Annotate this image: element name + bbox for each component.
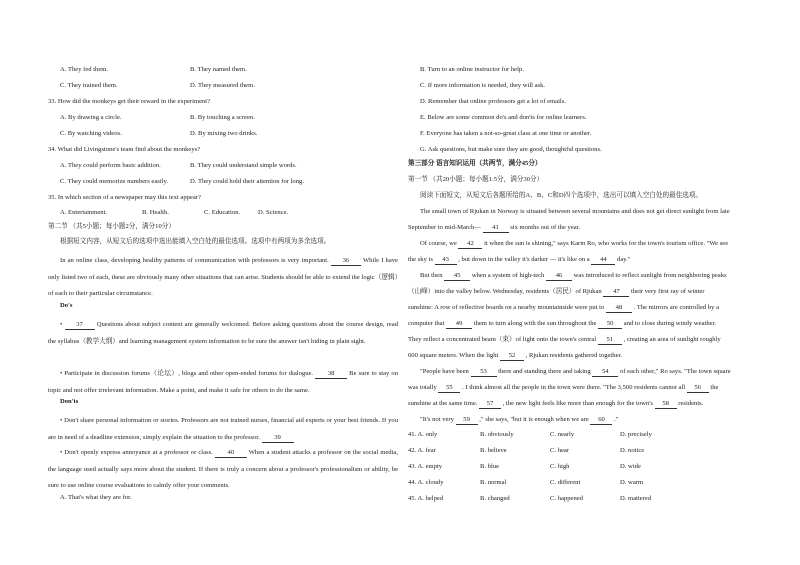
cloze-text: ," she says, "but it is enough when we are	[479, 416, 589, 423]
option-c: C. If more information is needed, they will ask.	[420, 82, 546, 89]
cloze-text: them to turn along with the sun throughout the	[473, 320, 597, 327]
passage-intro	[48, 253, 398, 303]
choice-44-a: 44. A. cloudy	[408, 479, 444, 486]
choice-44-d: D. warm	[620, 479, 644, 486]
q32-option-c: C. They trained them.	[60, 82, 118, 89]
choice-44-b: B. normal	[480, 479, 507, 486]
choice-43-a: 43. A. empty	[408, 463, 443, 470]
intro-text-cont: While I have only listed two of each, these are obviously many other situations that can arise. Students should be able to extend the logic（逻辑）of each to their particular circumstance.	[48, 257, 398, 297]
blank-41: 41	[483, 224, 509, 233]
cloze-text: sunshine at the same time.	[408, 400, 478, 407]
cloze-text: it when the sun is shining," says Karin Ro, who works for the town's tourism office. "We see	[484, 240, 729, 247]
cloze-text: （山峰）into the valley below. Wednesday, residents（居民）of Rjukan	[408, 288, 602, 295]
blank-52: 52	[500, 352, 524, 361]
option-d: D. Remember that online professors get a lot of emails.	[420, 98, 566, 105]
dos-item-2-text: • Participate in discussion forums（论坛）, blogs and other open-ended forums for dialogue.	[60, 370, 314, 377]
blank-45: 45	[444, 272, 470, 281]
bullet: •	[60, 321, 63, 328]
blank-44: 44	[591, 256, 615, 265]
blank-49: 49	[446, 320, 472, 329]
choice-41-c: C. nearly	[550, 431, 575, 438]
blank-57: 57	[479, 400, 501, 409]
blank-53: 53	[471, 368, 497, 377]
dos-item-1	[48, 317, 398, 350]
option-a: A. That's what they are for.	[60, 494, 132, 501]
choice-45-a: 45. A. helped	[408, 495, 444, 502]
cloze-text: "People have been	[420, 368, 469, 375]
blank-36: 36	[331, 257, 361, 266]
blank-58: 58	[655, 400, 677, 409]
cloze-text: of each other," Ro says. "The town square	[619, 368, 731, 375]
blank-47: 47	[603, 288, 629, 297]
cloze-text: was introduced to reflect sunlight from neighboring peaks	[573, 272, 727, 279]
choice-43-b: B. blue	[480, 463, 500, 470]
blank-43: 43	[435, 256, 457, 265]
section-1-title: 第一节 （共20小题；每小题1.5分，满分30分）	[408, 176, 544, 183]
cloze-text: But then	[420, 272, 443, 279]
q35-option-d: D. Science.	[258, 209, 289, 216]
choice-42-c: C. hear	[550, 447, 570, 454]
part-3-title: 第三部分 语言知识运用（共两节，满分45分）	[408, 160, 542, 167]
cloze-line-5	[420, 271, 727, 281]
choice-43-c: C. high	[550, 463, 570, 470]
choice-45-d: D. mattered	[620, 495, 652, 502]
blank-39: 39	[262, 434, 294, 443]
choice-45-b: B. changed	[480, 495, 510, 502]
blank-40: 40	[215, 449, 247, 458]
blank-50: 50	[598, 320, 622, 329]
cloze-text: there and standing there and taking	[498, 368, 591, 375]
cloze-text: , but down in the valley it's darker — it's like on a	[458, 256, 590, 263]
cloze-text: was totally	[408, 384, 437, 391]
cloze-line-2	[408, 223, 580, 233]
choice-41-d: D. precisely	[620, 431, 652, 438]
cloze-line-12	[408, 383, 718, 393]
choice-45-c: C. happened	[550, 495, 583, 502]
cloze-line-13	[408, 399, 703, 409]
cloze-line-4	[408, 255, 630, 265]
q32-option-a: A. They fed them.	[60, 66, 109, 73]
q34-stem: 34. What did Livingstone's team find about the monkeys?	[48, 146, 201, 153]
q34-option-d: D. They could hold their attention for long.	[190, 178, 304, 185]
blank-59: 59	[456, 416, 478, 425]
donts-heading: Don'ts	[60, 398, 79, 405]
cloze-line-9	[408, 335, 721, 345]
blank-37: 37	[65, 321, 95, 330]
cloze-text: . I think almost all the people in the town were there. "The 3,500 residents cannot all	[462, 384, 686, 391]
cloze-line-6	[408, 287, 704, 297]
cloze-line-14	[420, 415, 618, 425]
blank-54: 54	[592, 368, 618, 377]
blank-55: 55	[438, 384, 460, 393]
cloze-text: , creating an area of sunlight roughly	[623, 336, 721, 343]
q34-option-a: A. They could perform basic addition.	[60, 162, 161, 169]
dos-item-2-text-cont: Be sure to stay on topic and not offer irrelevant information. Make a point, and make it safe for others to do the same.	[48, 370, 398, 394]
q33-stem: 33. How did the monkeys get their reward in the experiment?	[48, 98, 211, 105]
choice-41-a: 41. A. only	[408, 431, 438, 438]
q32-option-b: B. They named them.	[190, 66, 247, 73]
blank-51: 51	[598, 336, 622, 345]
cloze-text: September to mid-March—	[408, 224, 481, 231]
donts-item-2	[48, 445, 398, 495]
q33-option-b: B. By touching a screen.	[190, 114, 255, 121]
q34-option-b: B. They could understand simple words.	[190, 162, 297, 169]
q35-option-a: A. Entertainment.	[60, 209, 108, 216]
blank-42: 42	[458, 240, 482, 249]
option-e: E. Below are some common do's and don'ts for online learners.	[420, 114, 587, 121]
blank-46: 46	[546, 272, 572, 281]
cloze-line-7	[408, 303, 719, 313]
cloze-line-10	[408, 351, 622, 361]
cloze-text: , the new light feels like more than enough for the town's	[502, 400, 653, 407]
cloze-text: . The mirrors are controlled by a	[633, 304, 719, 311]
section-2-instructions: 根据短文内容，从短文后的选项中选出能填入空白处的最佳选项。选项中有两项为多余选项。	[60, 238, 331, 245]
dos-item-2	[48, 366, 398, 399]
q33-option-c: C. By watching videos.	[60, 130, 122, 137]
cloze-text: their very first ray of winter	[631, 288, 705, 295]
dos-heading: Do's	[60, 302, 73, 309]
blank-48: 48	[606, 304, 632, 313]
cloze-text: the	[710, 384, 719, 391]
blank-60: 60	[590, 416, 612, 425]
cloze-text: 600 square meters. When the light	[408, 352, 499, 359]
choice-43-d: D. wide	[620, 463, 641, 470]
donts-item-2-text-cont: When a student attacks a professor on the social media, the language used actually says more about the student. If there is truly a concern about a professor's professionalism or ability, be sure to use online course evaluations to calmly offer your comments.	[48, 449, 398, 489]
intro-text: In an online class, developing healthy patterns of communication with professors is very important.	[60, 257, 329, 264]
cloze-line-1: The small town of Rjukan in Norway is situated between several mountains and does not get direct sunlight from late	[420, 208, 730, 215]
option-b: B. Turn to an online instructor for help.	[420, 66, 524, 73]
donts-item-1-text: • Don't share personal information or stories. Professors are not trained nurses, financial aid experts or your best friends. If you are in need of a deadline extension, simply explain the situation to the professor.	[48, 417, 398, 441]
cloze-text: Of course, we	[420, 240, 457, 247]
option-g: G. Ask questions, but make sure they are good, thoughtful questions.	[420, 146, 602, 153]
choice-42-a: 42. A. fear	[408, 447, 436, 454]
cloze-text: sunshine: A row of reflective boards on a nearby mountainside were put to	[408, 304, 605, 311]
donts-item-2-text: • Don't openly express annoyance at a professor or class.	[60, 449, 213, 456]
q35-option-c: C. Education.	[204, 209, 241, 216]
donts-item-1	[48, 413, 398, 446]
cloze-text: computer that	[408, 320, 445, 327]
choice-44-c: C. different	[550, 479, 581, 486]
q32-option-d: D. They measured them.	[190, 82, 255, 89]
q33-option-d: D. By mixing two drinks.	[190, 130, 258, 137]
option-f: F. Everyone has taken a not-so-great class at one time or another.	[420, 130, 592, 137]
cloze-text: ."	[614, 416, 619, 423]
choice-41-b: B. obviously	[480, 431, 514, 438]
q35-stem: 35. In which section of a newspaper may this text appear?	[48, 194, 201, 201]
cloze-text: day."	[617, 256, 631, 263]
cloze-text: They reflect a concentrated beam（束）of light onto the town's central	[408, 336, 597, 343]
q34-option-c: C. They could memorize numbers easily.	[60, 178, 169, 185]
choice-42-b: B. believe	[480, 447, 507, 454]
choice-42-d: D. notice	[620, 447, 645, 454]
q35-option-b: B. Health.	[142, 209, 169, 216]
cloze-line-3	[420, 239, 728, 249]
blank-56: 56	[687, 384, 709, 393]
section-1-instructions: 阅读下面短文，从短文后各题所给的A、B、C和D四个选项中，选出可以填入空白处的最佳选项。	[420, 192, 703, 199]
cloze-text: and to close during windy weather.	[623, 320, 717, 327]
cloze-text: when a system of high-tech	[471, 272, 545, 279]
cloze-text: six months out of the year.	[510, 224, 581, 231]
blank-38: 38	[315, 370, 347, 379]
cloze-text: , Rjukan residents gathered together.	[525, 352, 622, 359]
cloze-line-11	[420, 367, 731, 377]
dos-item-1-text: Questions about subject content are generally welcomed. Before asking questions about the course design, read the syllabus（教学大纲）and learning management system information to be sure the answer isn't hiding in plain sight.	[48, 321, 399, 345]
cloze-text: the sky is	[408, 256, 433, 263]
cloze-text: residents.	[678, 400, 704, 407]
q33-option-a: A. By drawing a circle.	[60, 114, 122, 121]
cloze-line-8	[408, 319, 716, 329]
cloze-text: "It's not very	[420, 416, 454, 423]
section-2-title: 第二节 （共5小题；每小题2分，满分10分）	[48, 223, 175, 230]
